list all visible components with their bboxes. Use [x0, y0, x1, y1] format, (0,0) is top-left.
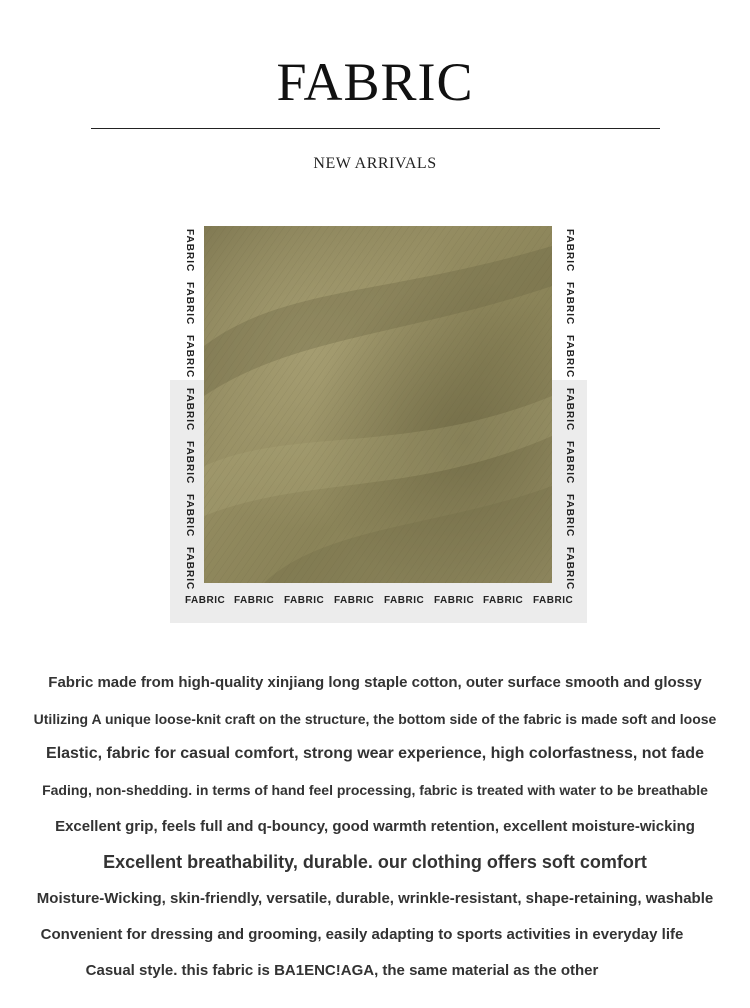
- fabric-label: FABRIC: [184, 388, 195, 432]
- description-line: Fabric made from high-quality xinjiang long staple cotton, outer surface smooth and glossy: [48, 674, 702, 691]
- title-divider: [91, 128, 660, 129]
- description-line: Utilizing A unique loose-knit craft on the structure, the bottom side of the fabric is made soft and loose: [33, 711, 717, 727]
- description-line: Convenient for dressing and grooming, easily adapting to sports activities in everyday life: [40, 926, 684, 943]
- fabric-label: FABRIC: [334, 595, 375, 606]
- fabric-label: FABRIC: [434, 595, 475, 606]
- fabric-label: FABRIC: [184, 282, 195, 326]
- description-line: Fading, non-shedding. in terms of hand feel processing, fabric is treated with water to be breathable: [42, 782, 708, 798]
- fabric-label: FABRIC: [564, 494, 575, 538]
- fabric-label: FABRIC: [564, 282, 575, 326]
- description-line: Excellent breathability, durable. our clothing offers soft comfort: [103, 852, 647, 872]
- fabric-label: FABRIC: [564, 547, 575, 591]
- fabric-label: FABRIC: [564, 335, 575, 379]
- fabric-label: FABRIC: [533, 595, 574, 606]
- description-line: Elastic, fabric for casual comfort, strong wear experience, high colorfastness, not fade: [46, 745, 704, 762]
- fabric-label: FABRIC: [564, 229, 575, 273]
- fabric-label: FABRIC: [564, 441, 575, 485]
- fabric-label: FABRIC: [234, 595, 275, 606]
- fabric-label: FABRIC: [564, 388, 575, 432]
- fabric-label: FABRIC: [184, 494, 195, 538]
- fabric-label: FABRIC: [184, 441, 195, 485]
- description-line: Moisture-Wicking, skin-friendly, versatile, durable, wrinkle-resistant, shape-retaining, washable: [36, 890, 714, 907]
- fabric-label: FABRIC: [184, 229, 195, 273]
- fabric-label: FABRIC: [483, 595, 524, 606]
- page-subtitle: NEW ARRIVALS: [313, 155, 437, 172]
- page-title: FABRIC: [276, 52, 474, 112]
- horizontal-labels: [180, 595, 580, 609]
- fabric-label: FABRIC: [284, 595, 325, 606]
- fabric-photo: [204, 226, 552, 583]
- fabric-label: FABRIC: [384, 595, 425, 606]
- description-line: Excellent grip, feels full and q-bouncy, good warmth retention, excellent moisture-wicking: [55, 818, 695, 835]
- fabric-label: FABRIC: [185, 595, 226, 606]
- description-line: Casual style. this fabric is BA1ENC!AGA, the same material as the other: [85, 962, 599, 979]
- fabric-label: FABRIC: [184, 335, 195, 379]
- fabric-label: FABRIC: [184, 547, 195, 591]
